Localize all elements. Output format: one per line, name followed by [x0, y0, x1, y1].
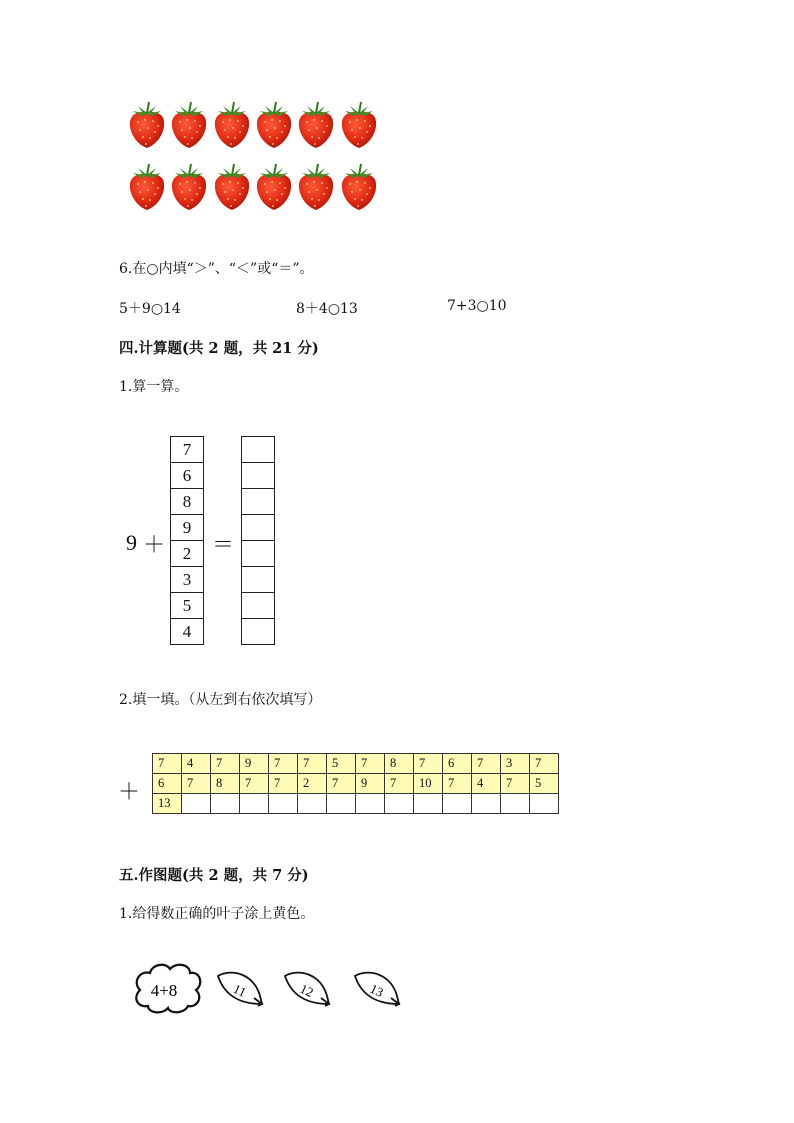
- sum-answer-cell[interactable]: [240, 794, 269, 814]
- second-addend-cell: 2: [298, 774, 327, 794]
- addend-cell: 2: [170, 540, 204, 567]
- second-addend-cell: 7: [269, 774, 298, 794]
- sum-example-cell: 13: [153, 794, 182, 814]
- first-addend-cell: 7: [414, 754, 443, 774]
- first-addend-cell: 6: [443, 754, 472, 774]
- answer-column: [241, 437, 275, 645]
- sum-answer-cell[interactable]: [327, 794, 356, 814]
- first-addend-cell: 7: [269, 754, 298, 774]
- addend-column: [170, 437, 204, 645]
- first-addend-cell: 7: [153, 754, 182, 774]
- sum-answer-cell[interactable]: [182, 794, 211, 814]
- sum-answer-cell[interactable]: [530, 794, 559, 814]
- sum-answer-cell[interactable]: [298, 794, 327, 814]
- addend-cell: 7: [170, 436, 204, 463]
- sum-answer-cell[interactable]: [501, 794, 530, 814]
- sum-answer-cell[interactable]: [414, 794, 443, 814]
- leaf-drawing: [128, 960, 408, 1020]
- first-addend-cell: 7: [298, 754, 327, 774]
- section-4-heading: 四.计算题(共 2 题，共 21 分): [119, 340, 319, 357]
- strawberry-icon: [297, 100, 335, 150]
- strawberry-icon: [170, 162, 208, 212]
- table-plus-sign: ＋: [118, 779, 141, 804]
- strawberry-icon: [213, 100, 251, 150]
- first-addend-cell: 7: [356, 754, 385, 774]
- calc-2-title: 2.填一填。（从左到右依次填写）: [119, 692, 322, 708]
- draw-1-title: 1.给得数正确的叶子涂上黄色。: [119, 906, 315, 922]
- compare-item-2: 8＋4○13: [296, 301, 358, 317]
- second-addend-cell: 7: [501, 774, 530, 794]
- svg-text:11: 11: [230, 981, 249, 1000]
- second-addend-cell: 5: [530, 774, 559, 794]
- strawberry-icon: [255, 100, 293, 150]
- first-addend-cell: 7: [530, 754, 559, 774]
- section-5-heading: 五.作图题(共 2 题，共 7 分): [119, 867, 309, 884]
- addend-cell: 6: [170, 462, 204, 489]
- answer-box[interactable]: [241, 436, 275, 463]
- sum-answer-cell[interactable]: [385, 794, 414, 814]
- second-addend-cell: 7: [240, 774, 269, 794]
- first-addend-cell: 4: [182, 754, 211, 774]
- question-6-title: 6.在○内填“＞”、“＜”或“＝”。: [119, 261, 314, 277]
- fill-table: [152, 753, 559, 814]
- answer-box[interactable]: [241, 592, 275, 619]
- answer-box[interactable]: [241, 462, 275, 489]
- addend-cell: 9: [170, 514, 204, 541]
- answer-box[interactable]: [241, 514, 275, 541]
- first-addend-cell: 8: [385, 754, 414, 774]
- sum-answer-cell[interactable]: [211, 794, 240, 814]
- answer-box[interactable]: [241, 566, 275, 593]
- addend-cell: 5: [170, 592, 204, 619]
- second-addend-cell: 4: [472, 774, 501, 794]
- strawberry-icon: [170, 100, 208, 150]
- compare-item-3: 7+3○10: [447, 298, 507, 314]
- second-addend-cell: 7: [443, 774, 472, 794]
- equals-sign: ＝: [212, 532, 235, 557]
- answer-box[interactable]: [241, 618, 275, 645]
- second-addend-cell: 9: [356, 774, 385, 794]
- first-addend-cell: 3: [501, 754, 530, 774]
- second-addend-cell: 10: [414, 774, 443, 794]
- strawberry-icon: [340, 162, 378, 212]
- strawberry-icon: [255, 162, 293, 212]
- sum-answer-cell[interactable]: [443, 794, 472, 814]
- first-addend-cell: 7: [472, 754, 501, 774]
- leaf-12[interactable]: [285, 973, 329, 1006]
- strawberry-icon: [297, 162, 335, 212]
- sum-answer-cell[interactable]: [269, 794, 298, 814]
- compare-item-1: 5＋9○14: [119, 301, 181, 317]
- strawberry-icon: [340, 100, 378, 150]
- leaf-11[interactable]: [218, 973, 262, 1006]
- answer-box[interactable]: [241, 540, 275, 567]
- strawberry-icon: [213, 162, 251, 212]
- first-addend-cell: 9: [240, 754, 269, 774]
- cloud-text: 4+8: [150, 981, 178, 1000]
- addend-nine: 9: [126, 530, 137, 555]
- svg-text:13: 13: [367, 980, 386, 1000]
- addend-cell: 4: [170, 618, 204, 645]
- second-addend-cell: 7: [327, 774, 356, 794]
- calc-1-title: 1.算一算。: [119, 379, 189, 395]
- first-addend-cell: 5: [327, 754, 356, 774]
- second-addend-cell: 8: [211, 774, 240, 794]
- leaf-13[interactable]: [355, 973, 399, 1006]
- strawberry-icon: [128, 162, 166, 212]
- second-addend-cell: 7: [182, 774, 211, 794]
- first-addend-cell: 7: [211, 754, 240, 774]
- svg-text:12: 12: [297, 980, 316, 1000]
- second-addend-cell: 6: [153, 774, 182, 794]
- addend-cell: 8: [170, 488, 204, 515]
- sum-answer-cell[interactable]: [356, 794, 385, 814]
- sum-answer-cell[interactable]: [472, 794, 501, 814]
- strawberry-icon: [128, 100, 166, 150]
- answer-box[interactable]: [241, 488, 275, 515]
- plus-sign: ＋: [143, 532, 166, 557]
- second-addend-cell: 7: [385, 774, 414, 794]
- addend-cell: 3: [170, 566, 204, 593]
